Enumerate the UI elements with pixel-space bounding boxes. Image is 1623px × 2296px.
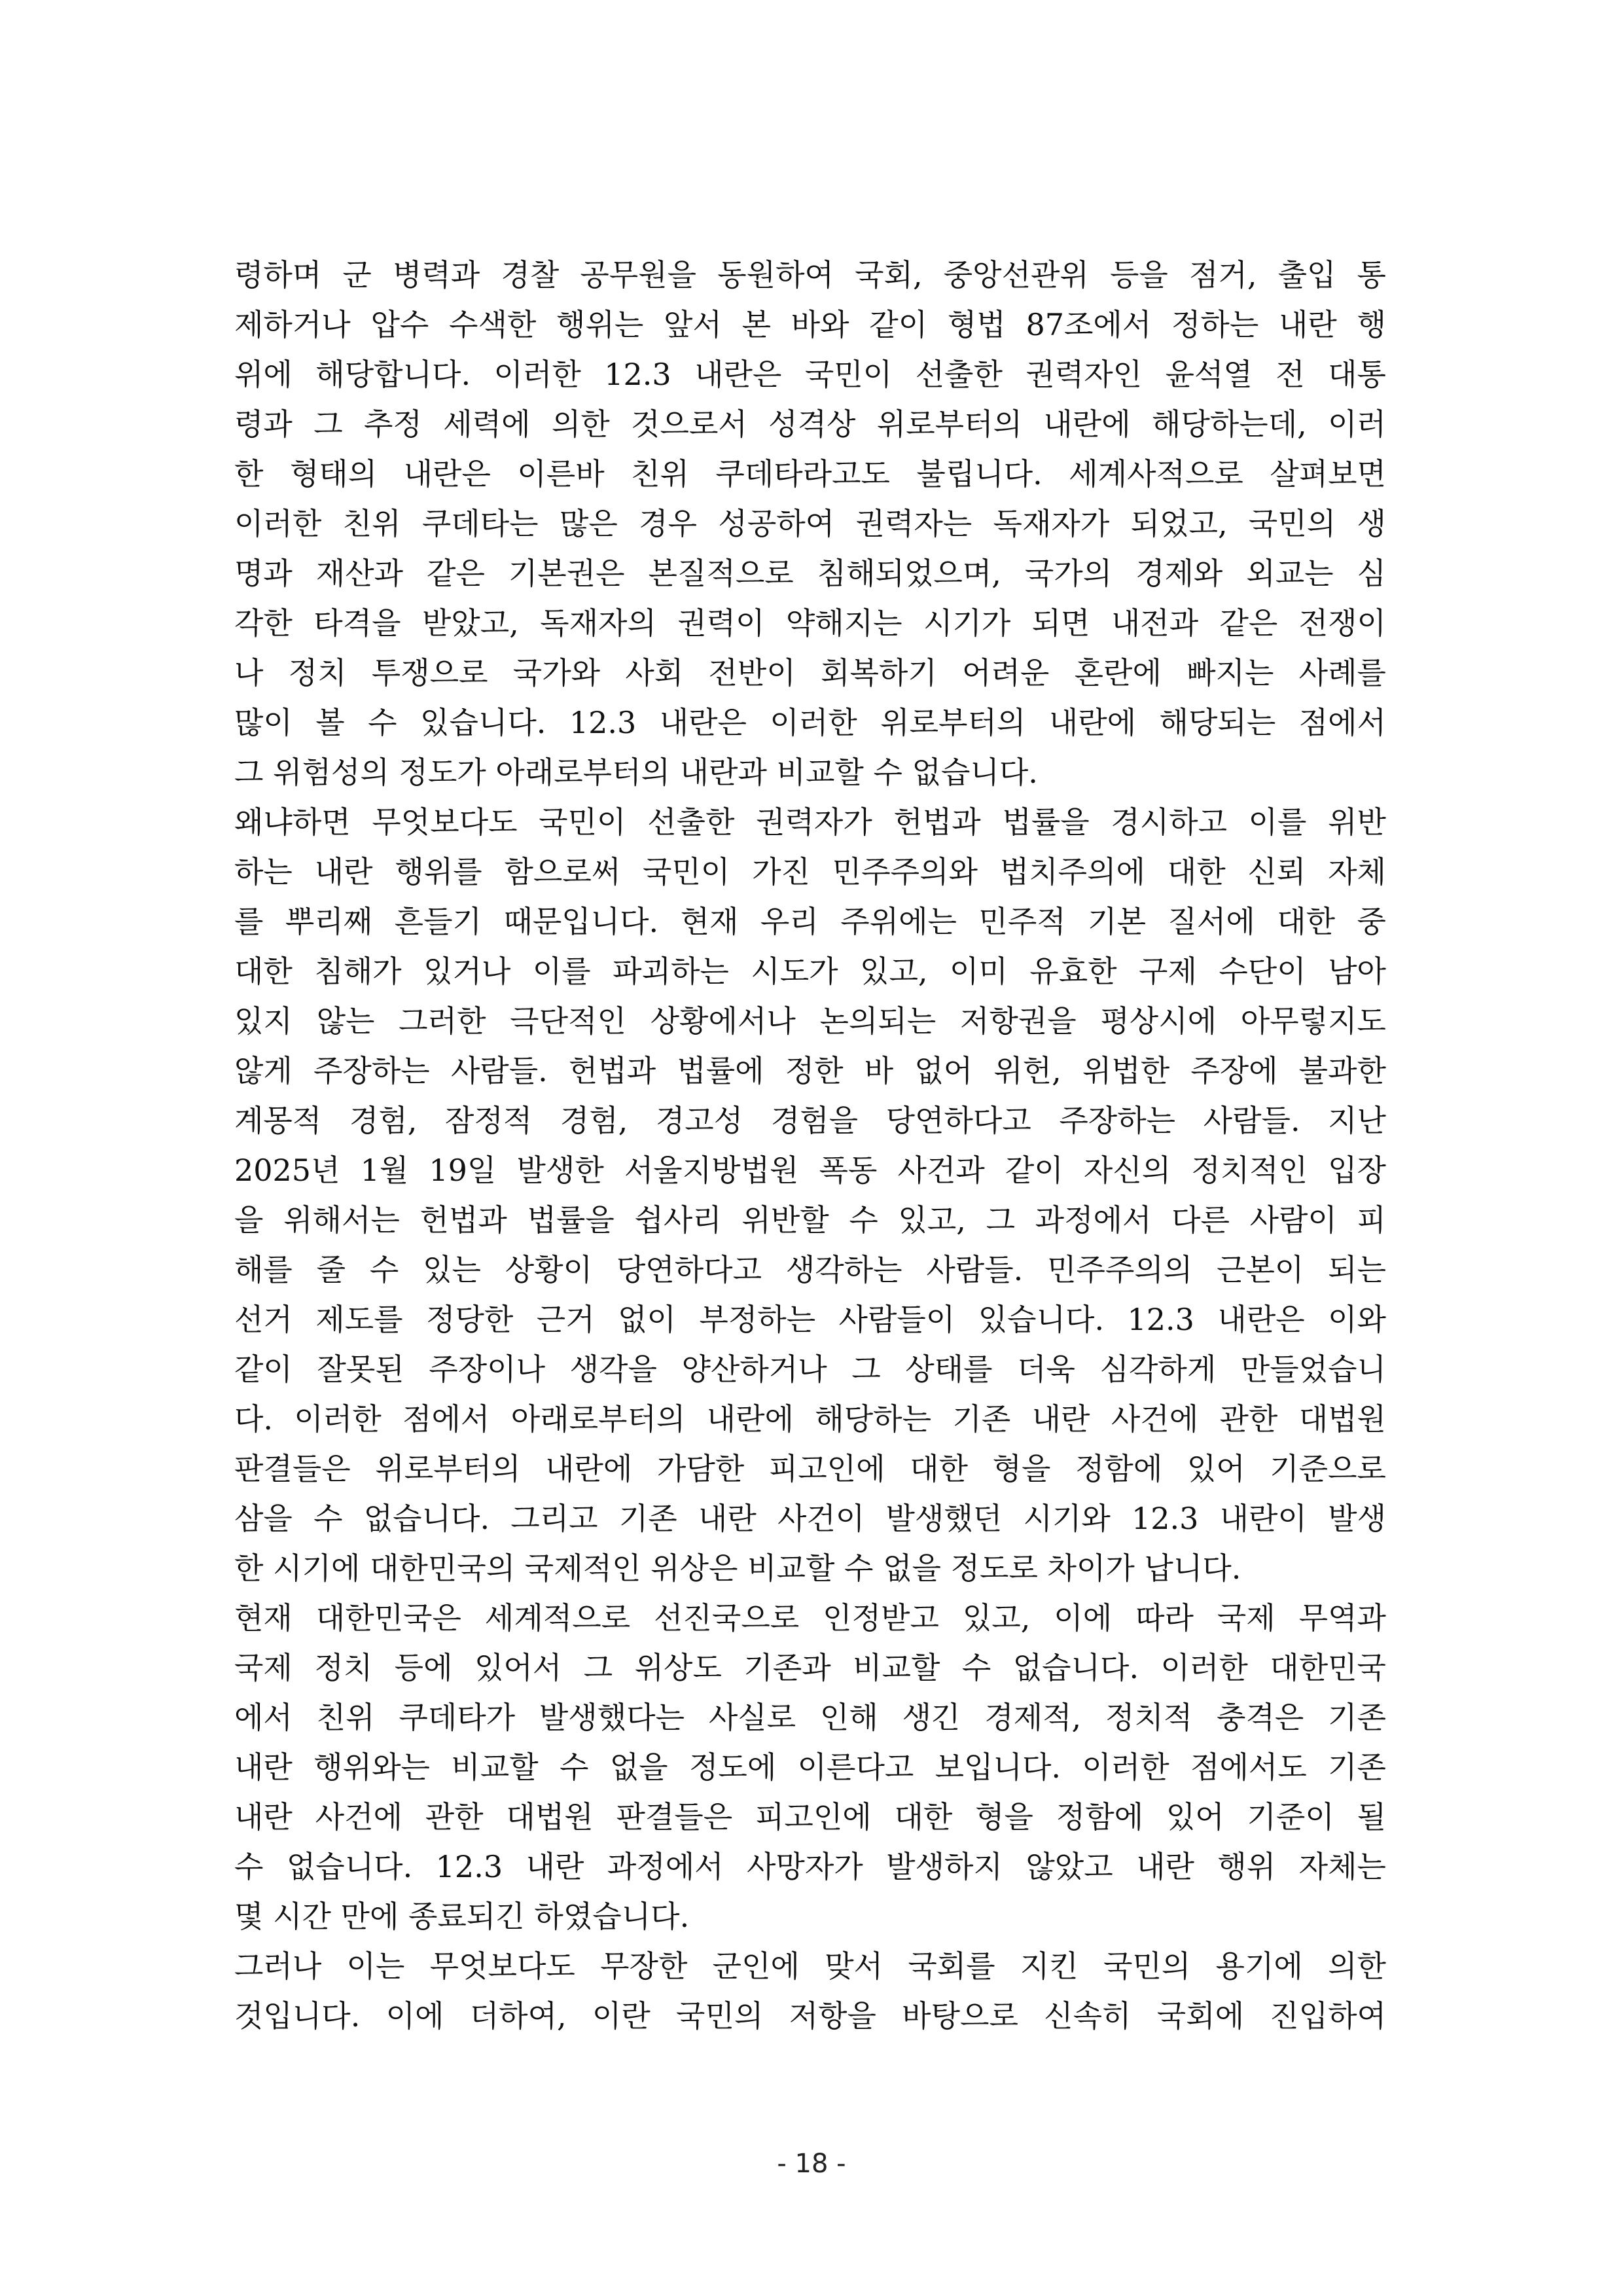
text-line: 에서 친위 쿠데타가 발생했다는 사실로 인해 생긴 경제적, 정치적 충격은 기존 <box>234 1700 1386 1735</box>
text-line: 현재 대한민국은 세계적으로 선진국으로 인정받고 있고, 이에 따라 국제 무역과 <box>234 1600 1386 1636</box>
text-line: 계몽적 경험, 잠정적 경험, 경고성 경험을 당연하다고 주장하는 사람들. 지난 <box>234 1103 1386 1138</box>
text-line: 삼을 수 없습니다. 그리고 기존 내란 사건이 발생했던 시기와 12.3 내란이 발생 <box>234 1501 1386 1536</box>
text-line: 령과 그 추정 세력에 의한 것으로서 성격상 위로부터의 내란에 해당하는데, 이러 <box>234 406 1386 442</box>
text-line: 을 위해서는 헌법과 법률을 쉽사리 위반할 수 있고, 그 과정에서 다른 사람이 피 <box>234 1202 1386 1238</box>
text-line: 하는 내란 행위를 함으로써 국민이 가진 민주주의와 법치주의에 대한 신뢰 자체 <box>234 854 1386 889</box>
text-line: 그러나 이는 무엇보다도 무장한 군인에 맞서 국회를 지킨 국민의 용기에 의한 <box>234 1948 1386 1984</box>
text-line: 몇 시간 만에 종료되긴 하였습니다. <box>234 1899 690 1934</box>
text-line: 같이 잘못된 주장이나 생각을 양산하거나 그 상태를 더욱 심각하게 만들었습니 <box>234 1352 1386 1387</box>
text-line: 나 정치 투쟁으로 국가와 사회 전반이 회복하기 어려운 혼란에 빠지는 사례를 <box>234 655 1386 691</box>
text-line: 판결들은 위로부터의 내란에 가담한 피고인에 대한 형을 정함에 있어 기준으로 <box>234 1451 1386 1486</box>
text-line: 있지 않는 그러한 극단적인 상황에서나 논의되는 저항권을 평상시에 아무렇지도 <box>234 1003 1386 1039</box>
text-line: 제하거나 압수 수색한 행위는 앞서 본 바와 같이 형법 87조에서 정하는 내란 행 <box>234 307 1386 342</box>
text-line: 이러한 친위 쿠데타는 많은 경우 성공하여 권력자는 독재자가 되었고, 국민의 생 <box>234 506 1386 541</box>
text-line: 각한 타격을 받았고, 독재자의 권력이 약해지는 시기가 되면 내전과 같은 전쟁이 <box>234 605 1386 641</box>
text-line: 그 위험성의 정도가 아래로부터의 내란과 비교할 수 없습니다. <box>234 755 1038 790</box>
text-line: 해를 줄 수 있는 상황이 당연하다고 생각하는 사람들. 민주주의의 근본이 되는 <box>234 1252 1386 1287</box>
text-line: 한 형태의 내란은 이른바 친위 쿠데타라고도 불립니다. 세계사적으로 살펴보면 <box>234 456 1386 492</box>
text-line: 한 시기에 대한민국의 국제적인 위상은 비교할 수 없을 정도로 차이가 납니다. <box>234 1551 1241 1586</box>
text-line: 국제 정치 등에 있어서 그 위상도 기존과 비교할 수 없습니다. 이러한 대한민국 <box>234 1650 1386 1685</box>
text-line: 를 뿌리째 흔들기 때문입니다. 현재 우리 주위에는 민주적 기본 질서에 대한 중 <box>234 904 1386 939</box>
body-text <box>234 250 1386 2041</box>
text-line: 왜냐하면 무엇보다도 국민이 선출한 권력자가 헌법과 법률을 경시하고 이를 위반 <box>234 804 1386 840</box>
text-line: 위에 해당합니다. 이러한 12.3 내란은 국민이 선출한 권력자인 윤석열 전 대통 <box>234 357 1386 392</box>
text-line: 내란 행위와는 비교할 수 없을 정도에 이른다고 보입니다. 이러한 점에서도 기존 <box>234 1749 1386 1785</box>
text-line: 것입니다. 이에 더하여, 이란 국민의 저항을 바탕으로 신속히 국회에 진입하여 <box>234 1998 1386 2034</box>
text-line: 다. 이러한 점에서 아래로부터의 내란에 해당하는 기존 내란 사건에 관한 대법원 <box>234 1401 1386 1437</box>
text-line: 대한 침해가 있거나 이를 파괴하는 시도가 있고, 이미 유효한 구제 수단이 남아 <box>234 954 1386 989</box>
text-line: 수 없습니다. 12.3 내란 과정에서 사망자가 발생하지 않았고 내란 행위 자체는 <box>234 1849 1386 1884</box>
text-line: 않게 주장하는 사람들. 헌법과 법률에 정한 바 없어 위헌, 위법한 주장에 불과한 <box>234 1053 1386 1088</box>
text-line: 선거 제도를 정당한 근거 없이 부정하는 사람들이 있습니다. 12.3 내란은 이와 <box>234 1302 1386 1337</box>
text-line: 내란 사건에 관한 대법원 판결들은 피고인에 대한 형을 정함에 있어 기준이 될 <box>234 1799 1386 1835</box>
text-line: 2025년 1월 19일 발생한 서울지방법원 폭동 사건과 같이 자신의 정치적인 입장 <box>234 1153 1386 1188</box>
text-line: 령하며 군 병력과 경찰 공무원을 동원하여 국회, 중앙선관위 등을 점거, 출입 통 <box>234 257 1386 293</box>
page-number: - 18 - <box>777 2149 846 2179</box>
text-line: 명과 재산과 같은 기본권은 본질적으로 침해되었으며, 국가의 경제와 외교는 심 <box>234 556 1386 591</box>
text-line: 많이 볼 수 있습니다. 12.3 내란은 이러한 위로부터의 내란에 해당되는 점에서 <box>234 705 1386 740</box>
